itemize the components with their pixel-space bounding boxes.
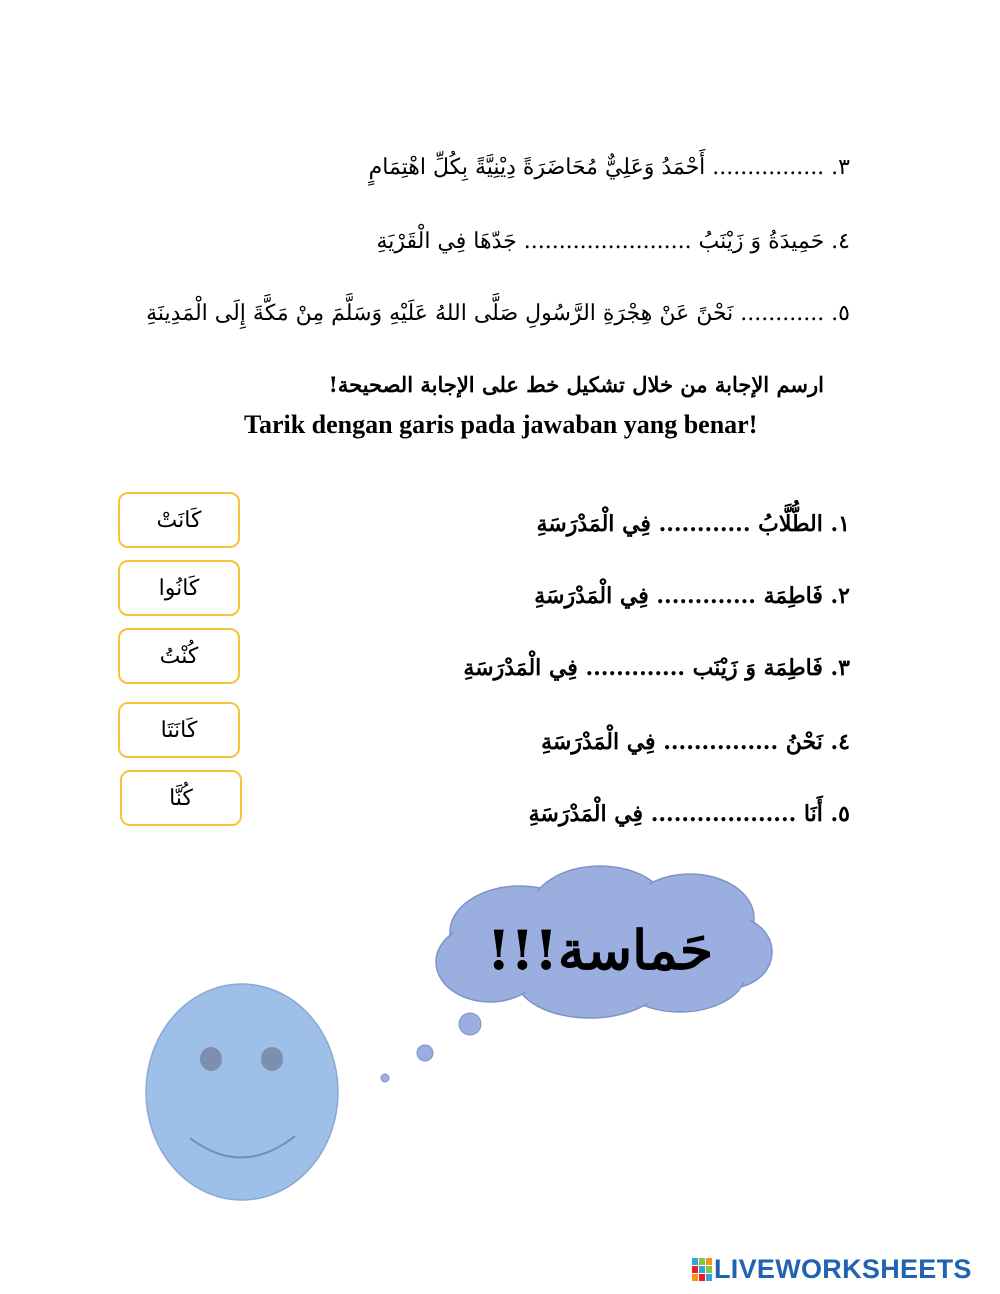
fill-blank-question-4: ٤. حَمِيدَةُ وَ زَيْنَبُ ........................ جَدّهَا فِي الْقَرْيَةِ xyxy=(376,229,850,254)
cloud-text: حَماسة!!! xyxy=(486,918,714,982)
instruction-indonesian: Tarik dengan garis pada jawaban yang benar! xyxy=(244,410,758,439)
answer-option-kanat[interactable]: كَانَتْ xyxy=(118,492,240,548)
answer-option-kanu[interactable]: كَانُوا xyxy=(118,560,240,616)
matching-question-2[interactable]: ٢. فَاطِمَة ............. فِي الْمَدْرَسَةِ xyxy=(534,583,850,609)
liveworksheets-logo[interactable] xyxy=(692,1254,972,1285)
matching-question-3[interactable]: ٣. فَاطِمَة وَ زَيْنَب ............. فِي الْمَدْرَسَةِ xyxy=(463,655,850,681)
matching-question-1[interactable]: ١. الطُّلَّابُ ............ فِي الْمَدْرَسَةِ xyxy=(536,511,850,537)
matching-question-5[interactable]: ٥. أَنَا ................... فِي الْمَدْرَسَةِ xyxy=(528,801,850,827)
fill-blank-question-5: ٥. ............ نَحْنً عَنْ هِجْرَةِ الرَّسُولِ صَلَّى اللهُ عَلَيْهِ وَسَلَّمَ مِنْ مَكَّةَ إِلَى الْمَدِينَةِ xyxy=(146,301,850,326)
instruction-arabic: ارسم الإجابة من خلال تشكيل خط على الإجابة الصحيحة! xyxy=(328,372,824,397)
answer-option-kuntu[interactable]: كُنْتُ xyxy=(118,628,240,684)
liveworksheets-logo-text: LIVEWORKSHEETS xyxy=(714,1254,972,1284)
liveworksheets-logo-icon xyxy=(692,1258,714,1282)
thought-bubble-dots-icon xyxy=(381,1013,481,1082)
answer-option-kunna[interactable]: كُنَّا xyxy=(120,770,242,826)
fill-blank-question-3: ٣. ................ أَحْمَدُ وَعَلِيٌّ مُحَاضَرَةً دِيْنِيَّةً بِكُلِّ اهْتِمَامٍ xyxy=(368,155,850,180)
smiley-face-icon xyxy=(146,984,338,1200)
matching-question-4[interactable]: ٤. نَحْنُ ............... فِي الْمَدْرَسَةِ xyxy=(541,729,850,755)
answer-option-kanata[interactable]: كَانَتَا xyxy=(118,702,240,758)
thought-cloud-illustration xyxy=(0,860,1000,1220)
